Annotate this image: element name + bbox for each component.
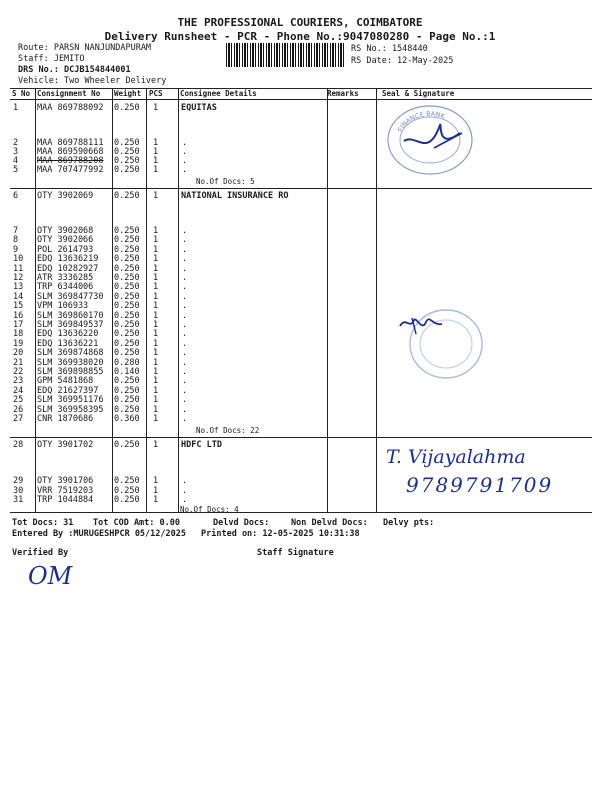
table-row: 12 ATR 3336285 0.250 1 . [13,273,188,283]
table-row: 1 MAA 869788092 0.250 1 EQUITAS [13,103,217,113]
table-row: 25 SLM 369951176 0.250 1 . [13,395,188,406]
col-header-consignment: Consignment No [37,89,101,98]
table-row: 28 OTY 3901702 0.250 1 HDFC LTD [13,440,222,450]
table-row: 20 SLM 369874868 0.250 1 . [13,348,188,359]
table-row: 2 MAA 869788111 0.250 1 . [13,138,188,148]
col-header-pcs: PCS [149,89,163,98]
non-delivered-docs: Non Delvd Docs: [291,518,368,528]
table-row: 8 OTY 3902066 0.250 1 . [13,235,188,246]
total-docs: Tot Docs: 31 [12,518,74,528]
round-stamp [392,304,488,382]
col-header-weight: Weight [114,89,142,98]
table-row: 16 SLM 369860170 0.250 1 . [13,310,188,321]
svg-text:FINANCE BANK: FINANCE BANK [396,109,446,134]
verified-by-label: Verified By [12,548,69,558]
table-row: 30 VRR 7519203 0.250 1 . [13,486,188,496]
barcode [226,43,346,67]
table-row: 26 SLM 369958395 0.250 1 . [13,404,188,415]
printed-on: Printed on: 12-05-2025 10:31:38 [201,529,360,539]
table-row: 27 CNR 1870686 0.360 1 . [13,414,188,424]
table-row: 10 EDQ 13636219 0.250 1 . [13,254,188,265]
table-row: 21 SLM 369938020 0.280 1 . [13,357,188,368]
receiver-name-handwritten: T. Vijayalahma [386,446,526,468]
runsheet-title: Delivery Runsheet - PCR - Phone No.:9047080280 - Page No.:1 [104,30,496,43]
vehicle-label: Vehicle: Two Wheeler Delivery [18,76,167,86]
table-row: 14 SLM 369847730 0.250 1 . [13,291,188,302]
staff-label: Staff: JEMITO [18,54,85,64]
drs-number: DRS No.: DCJB154844001 [18,65,131,75]
table-row: 3 MAA 869590668 0.250 1 . [13,147,188,157]
table-row: 29 OTY 3901706 0.250 1 . [13,476,188,486]
col-header-remarks: Remarks [327,89,359,98]
table-row: 13 TRP 6344006 0.250 1 . [13,282,188,293]
table-row: 15 VPM 106933 0.250 1 . [13,301,188,312]
col-header-consignee: Consignee Details [180,89,257,98]
route-label: Route: PARSN NANJUNDAPURAM [18,43,152,53]
receiver-phone-handwritten: 9789791709 [406,473,554,497]
entered-by: Entered By :MURUGESHPCR 05/12/2025 [12,529,186,539]
col-header-sno: S No [12,89,31,98]
table-row: 23 GPM 5481868 0.250 1 . [13,376,188,387]
company-title: THE PROFESSIONAL COURIERS, COIMBATORE [177,16,423,29]
table-row: 22 SLM 369898855 0.140 1 . [13,367,188,377]
table-row: 4 MAA 869788208 0.250 1 . [13,156,188,166]
table-row: 19 EDQ 13636221 0.250 1 . [13,338,188,349]
col-header-seal: Seal & Signature [382,89,455,98]
table-row: 24 EDQ 21627397 0.250 1 . [13,385,188,396]
company-seal-stamp [384,103,480,179]
table-row: 7 OTY 3902068 0.250 1 . [13,226,188,236]
table-row: 5 MAA 707477992 0.250 1 . [13,165,188,175]
table-row: 9 POL 2614793 0.250 1 . [13,244,188,255]
consignee-name: NATIONAL INSURANCE RO [181,191,289,201]
staff-signature-label: Staff Signature [257,548,334,558]
table-row: 18 EDQ 13636220 0.250 1 . [13,329,188,340]
table-row: 31 TRP 1044884 0.250 1 . [13,495,188,505]
no-of-docs: No.Of Docs: 22 [196,426,260,435]
no-of-docs: No.Of Docs: 4 [180,505,239,514]
delivered-docs: Delvd Docs: [213,518,270,528]
delivery-points: Delvy pts: [383,518,435,528]
rs-number: RS No.: 1548440 [351,44,428,54]
consignee-name: EQUITAS [181,103,217,113]
table-row: 17 SLM 369849537 0.250 1 . [13,320,188,330]
table-row: 11 EDQ 10282927 0.250 1 . [13,263,188,274]
verifier-signature: OM [28,562,73,590]
total-cod-amount: Tot COD Amt: 0.00 [93,518,180,528]
rs-date: RS Date: 12-May-2025 [351,56,454,66]
table-row: 6 OTY 3902069 0.250 1 NATIONAL INSURANCE RO [13,191,289,201]
consignee-name: HDFC LTD [181,440,222,450]
no-of-docs: No.Of Docs: 5 [196,177,255,186]
